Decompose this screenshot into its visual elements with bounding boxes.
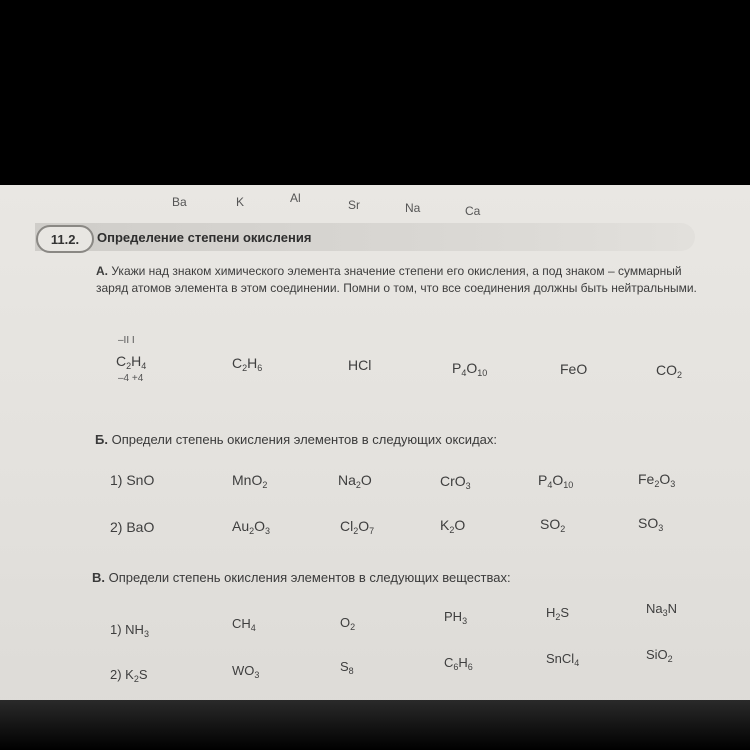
task-b-row2-item — [638, 515, 663, 531]
formula-subscript: 2 — [560, 524, 566, 534]
task-v-row2-item — [646, 647, 673, 662]
task-b-row1-item — [110, 472, 154, 488]
formula-symbol: H — [131, 353, 142, 369]
formula-symbol: Na — [338, 472, 356, 488]
formula-symbol: K — [440, 517, 450, 533]
formula-subscript: 2 — [667, 654, 673, 664]
formula-symbol: P — [538, 472, 548, 488]
formula-subscript: 3 — [462, 616, 468, 626]
formula-subscript: 2 — [353, 526, 359, 536]
formula-symbol: Na — [646, 601, 663, 616]
task-v-row2-item — [546, 651, 579, 666]
formula-symbol: C — [116, 353, 127, 369]
formula-subscript: 3 — [254, 670, 260, 680]
task-b-row2-item — [540, 516, 565, 532]
page-edge-shadow — [0, 700, 750, 750]
formula-symbol: 2) BaO — [110, 519, 155, 535]
cut-element-5: Na — [405, 201, 421, 215]
formula-subscript: 2 — [350, 622, 356, 632]
formula-subscript: 2 — [654, 479, 660, 489]
formula-symbol: O — [454, 517, 466, 533]
formula-subscript: 3 — [465, 481, 471, 491]
formula-subscript: 7 — [369, 526, 375, 536]
task-b-row1-item — [538, 472, 573, 488]
task-b-row1-item — [338, 472, 372, 488]
formula-subscript: 4 — [574, 658, 580, 668]
formula-subscript: 8 — [348, 666, 354, 676]
formula-symbol: HCl — [348, 357, 372, 373]
formula-symbol: O — [552, 472, 564, 488]
formula-symbol: CrO — [440, 473, 466, 489]
task-v-label: В. — [92, 570, 105, 585]
task-v-instructions — [92, 570, 511, 585]
task-a-formula — [116, 353, 146, 369]
formula-subscript: 2 — [677, 370, 683, 380]
task-b-text: Определи степень окисления элементов в следующих оксидах: — [111, 432, 497, 447]
task-a-formula — [560, 361, 587, 377]
task-a-instructions — [96, 263, 706, 297]
workbook-page — [0, 185, 750, 715]
cut-element-2: K — [236, 195, 245, 209]
task-v-row2-item — [340, 659, 354, 674]
task-b-row1-item — [232, 472, 267, 488]
task-v-row2-item — [110, 667, 148, 682]
formula-subscript: 2 — [249, 526, 255, 536]
task-v-row2-item — [444, 655, 473, 670]
formula-subscript: 3 — [670, 479, 676, 489]
formula-symbol: Cl — [340, 518, 354, 534]
section-number: 11.2. — [36, 225, 94, 253]
formula-subscript: 3 — [658, 523, 664, 533]
task-v-row1-item — [110, 622, 149, 637]
task-v-row2-item — [232, 663, 259, 678]
formula-subscript: 6 — [257, 363, 263, 373]
formula-symbol: O — [340, 615, 351, 630]
task-a-formula — [656, 362, 682, 378]
formula-symbol: 2) K — [110, 667, 134, 682]
formula-subscript: 2 — [133, 674, 139, 684]
formula-symbol: 1) NH — [110, 622, 144, 637]
cut-element-1: Ba — [172, 195, 187, 209]
formula-symbol: SnCl — [546, 651, 575, 666]
formula-subscript: 2 — [355, 480, 361, 490]
task-a-formula — [452, 360, 487, 376]
formula-subscript: 4 — [461, 368, 467, 378]
formula-symbol: Au — [232, 518, 250, 534]
task-a-formula — [232, 355, 262, 371]
formula-symbol: O — [254, 518, 266, 534]
formula-symbol: SiO — [646, 647, 668, 662]
task-a-label: А. — [96, 264, 108, 278]
cut-off-element-row — [0, 185, 750, 218]
task-b-row2-item — [440, 517, 465, 533]
formula-symbol: O — [358, 518, 370, 534]
formula-symbol: CH — [232, 616, 251, 631]
task-b-row2-item — [340, 518, 374, 534]
example-oxidation-states: –II I — [118, 335, 135, 346]
formula-subscript: 2 — [555, 612, 561, 622]
task-v-row1-item — [444, 609, 467, 624]
section-title: Определение степени окисления — [97, 230, 312, 245]
cut-element-6: Ca — [465, 204, 481, 218]
formula-symbol: WO — [232, 663, 255, 678]
formula-subscript: 3 — [143, 629, 149, 639]
formula-symbol: SO — [638, 515, 659, 531]
task-a-formula — [348, 357, 371, 373]
formula-symbol: Fe — [638, 471, 655, 487]
formula-symbol: S — [340, 659, 349, 674]
task-b-row1-item — [440, 473, 471, 489]
task-b-row2-item — [232, 518, 270, 534]
task-v-row1-item — [340, 615, 355, 630]
task-b-instructions — [95, 432, 497, 447]
formula-symbol: H — [546, 605, 556, 620]
formula-subscript: 10 — [477, 368, 488, 378]
task-v-row1-item — [646, 601, 677, 616]
formula-symbol: H — [458, 655, 468, 670]
formula-symbol: H — [247, 355, 258, 371]
formula-subscript: 3 — [265, 526, 271, 536]
formula-subscript: 4 — [141, 361, 147, 371]
task-b-row2-item — [110, 519, 154, 535]
cut-element-4: Sr — [348, 198, 360, 212]
formula-subscript: 4 — [250, 623, 256, 633]
formula-symbol: S — [560, 605, 570, 620]
formula-subscript: 6 — [467, 662, 473, 672]
formula-subscript: 4 — [547, 480, 553, 490]
formula-subscript: 2 — [126, 361, 132, 371]
formula-symbol: CO — [656, 362, 677, 378]
task-v-text: Определи степень окисления элементов в следующих веществах: — [108, 570, 511, 585]
formula-symbol: P — [452, 360, 462, 376]
formula-symbol: O — [466, 360, 478, 376]
example-total-charges: –4 +4 — [118, 373, 144, 384]
formula-subscript: 2 — [449, 525, 455, 535]
formula-symbol: 1) SnO — [110, 472, 155, 488]
formula-symbol: N — [667, 601, 678, 616]
formula-symbol: FeO — [560, 361, 588, 377]
task-b-row1-item — [638, 471, 675, 487]
formula-subscript: 10 — [563, 480, 574, 490]
formula-symbol: O — [659, 471, 671, 487]
formula-subscript: 6 — [453, 662, 459, 672]
task-a-text: Укажи над знаком химического элемента значение степени его окисления, а под знаком – суммарный заряд атомов элемента в этом соединении. Помни о том, что все соединения должны быть нейтральными. — [96, 264, 697, 295]
formula-subscript: 2 — [242, 363, 248, 373]
formula-subscript: 3 — [662, 608, 668, 618]
formula-symbol: S — [138, 667, 148, 682]
task-v-row1-item — [232, 616, 256, 631]
cut-element-3: Al — [290, 191, 301, 205]
formula-symbol: O — [360, 472, 372, 488]
formula-symbol: MnO — [232, 472, 263, 488]
formula-subscript: 2 — [262, 480, 268, 490]
formula-symbol: SO — [540, 516, 561, 532]
task-b-label: Б. — [95, 432, 108, 447]
formula-symbol: PH — [444, 609, 463, 624]
formula-symbol: C — [444, 655, 454, 670]
task-v-row1-item — [546, 605, 569, 620]
formula-symbol: C — [232, 355, 243, 371]
